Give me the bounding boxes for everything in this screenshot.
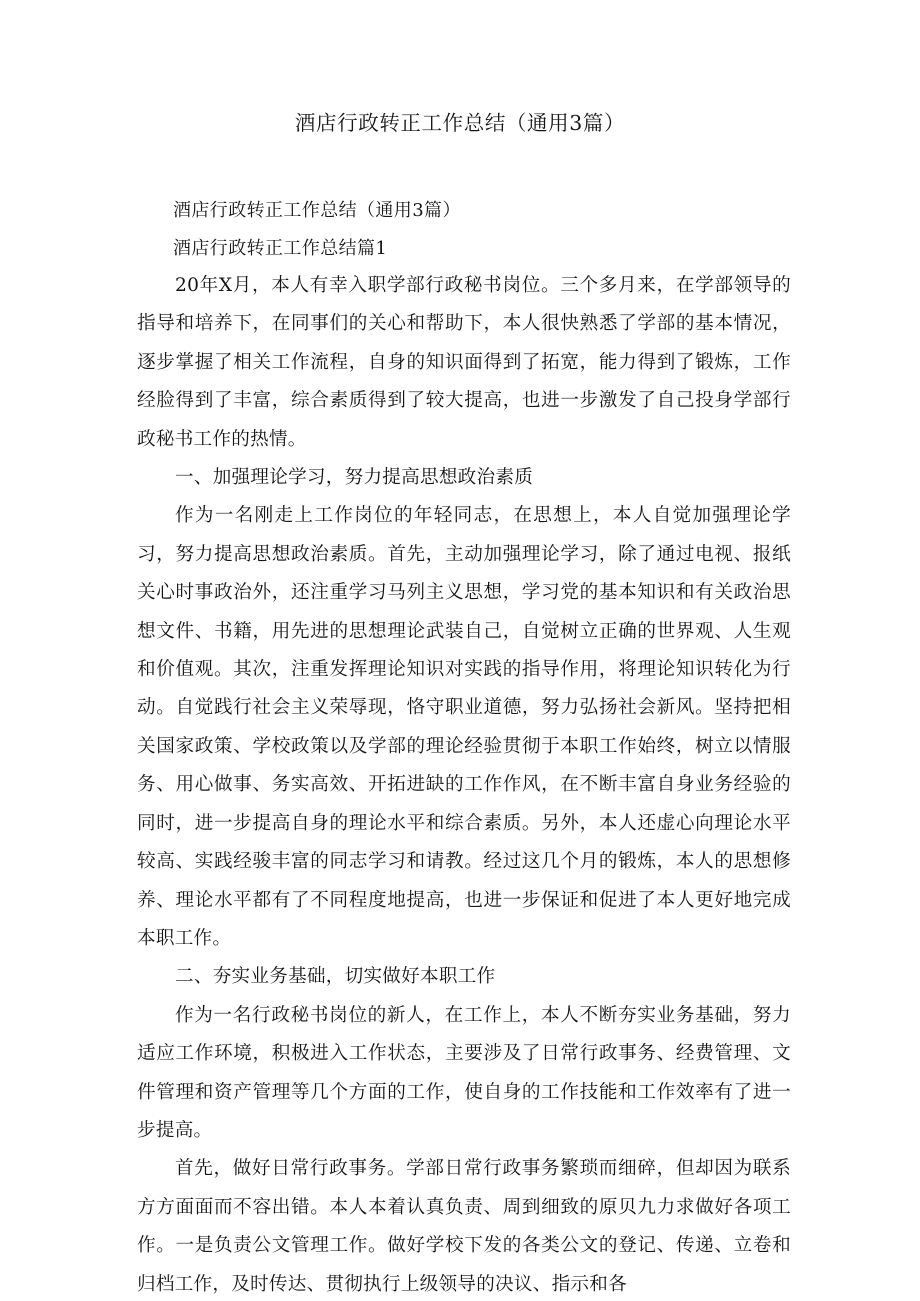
page-title: 酒店行政转正工作总结（通用3篇） [294, 111, 626, 135]
header-line-part-title: 酒店行政转正工作总结篇1 [173, 238, 388, 259]
section-heading-two: 二、夯实业务基础，切实做好本职工作 [175, 966, 496, 988]
paragraph-intro: 20年X月，本人有幸入职学部行政秘书岗位。三个多月来，在学部领导的指导和培养下，在同事们的关心和帮助下，本人很快熟悉了学部的基本情况，逐步掌握了相关工作流程，自身的知识面得到了拓宽，能力得到了锻炼，工作经脸得到了丰富，综合素质得到了较大提高，也进一步激发了自己投身学部行政秘书工作的热情。 [137, 275, 791, 450]
section-two-body: 作为一名行政秘书岗位的新人，在工作上，本人不断夯实业务基础，努力适应工作环境，积极进入工作状态，主要涉及了日常行政事务、经费管理、文件管理和资产管理等几个方面的工作，使自身的工作技能和工作效率有了进一步提高。 [137, 1004, 791, 1141]
section-two-body-continued: 首先，做好日常行政事务。学部日常行政事务繁琐而细碎，但却因为联系方方面面而不容出错。本人本着认真负责、周到细致的原贝九力求做好各项工作。一是负责公文管理工作。做好学校下发的各类公文的登记、传递、立卷和归档工作，及时传达、贯彻执行上级领导的决议、指示和各 [137, 1158, 791, 1295]
section-heading-one: 一、加强理论学习，努力提高思想政治素质 [175, 467, 534, 489]
section-one-body: 作为一名刚走上工作岗位的年轻同志，在思想上，本人自觉加强理论学习，努力提高思想政治素质。首先，主动加强理论学习，除了通过电视、报纸关心时事政治外，还注重学习马列主义思想，学习党的基本知识和有关政治思想文件、书籍，用先进的思想理论武装自己，自觉树立正确的世界观、人生观和价值观。其次，注重发挥理论知识对实践的指导作用，将理论知识转化为行动。自觉践行社会主义荣辱现，恪守职业道德，努力弘扬社会新风。坚持把相关国家政策、学校政策以及学部的理论经验贯彻于本职工作始终，树立以情服务、用心做事、务实高效、开拓进缺的工作作风，在不断丰富自身业务经验的同时，进一步提高自身的理论水平和综合素质。另外，本人还虚心向理论水平较高、实践经骏丰富的同志学习和请教。经过这几个月的锻炼，本人的思想修养、理论水平都有了不同程度地提高，也进一步保证和促进了本人更好地完成本职工作。 [137, 505, 791, 949]
header-line-collection-title: 酒店行政转正工作总结（通用3篇） [173, 200, 461, 221]
document-body [137, 193, 791, 1301]
